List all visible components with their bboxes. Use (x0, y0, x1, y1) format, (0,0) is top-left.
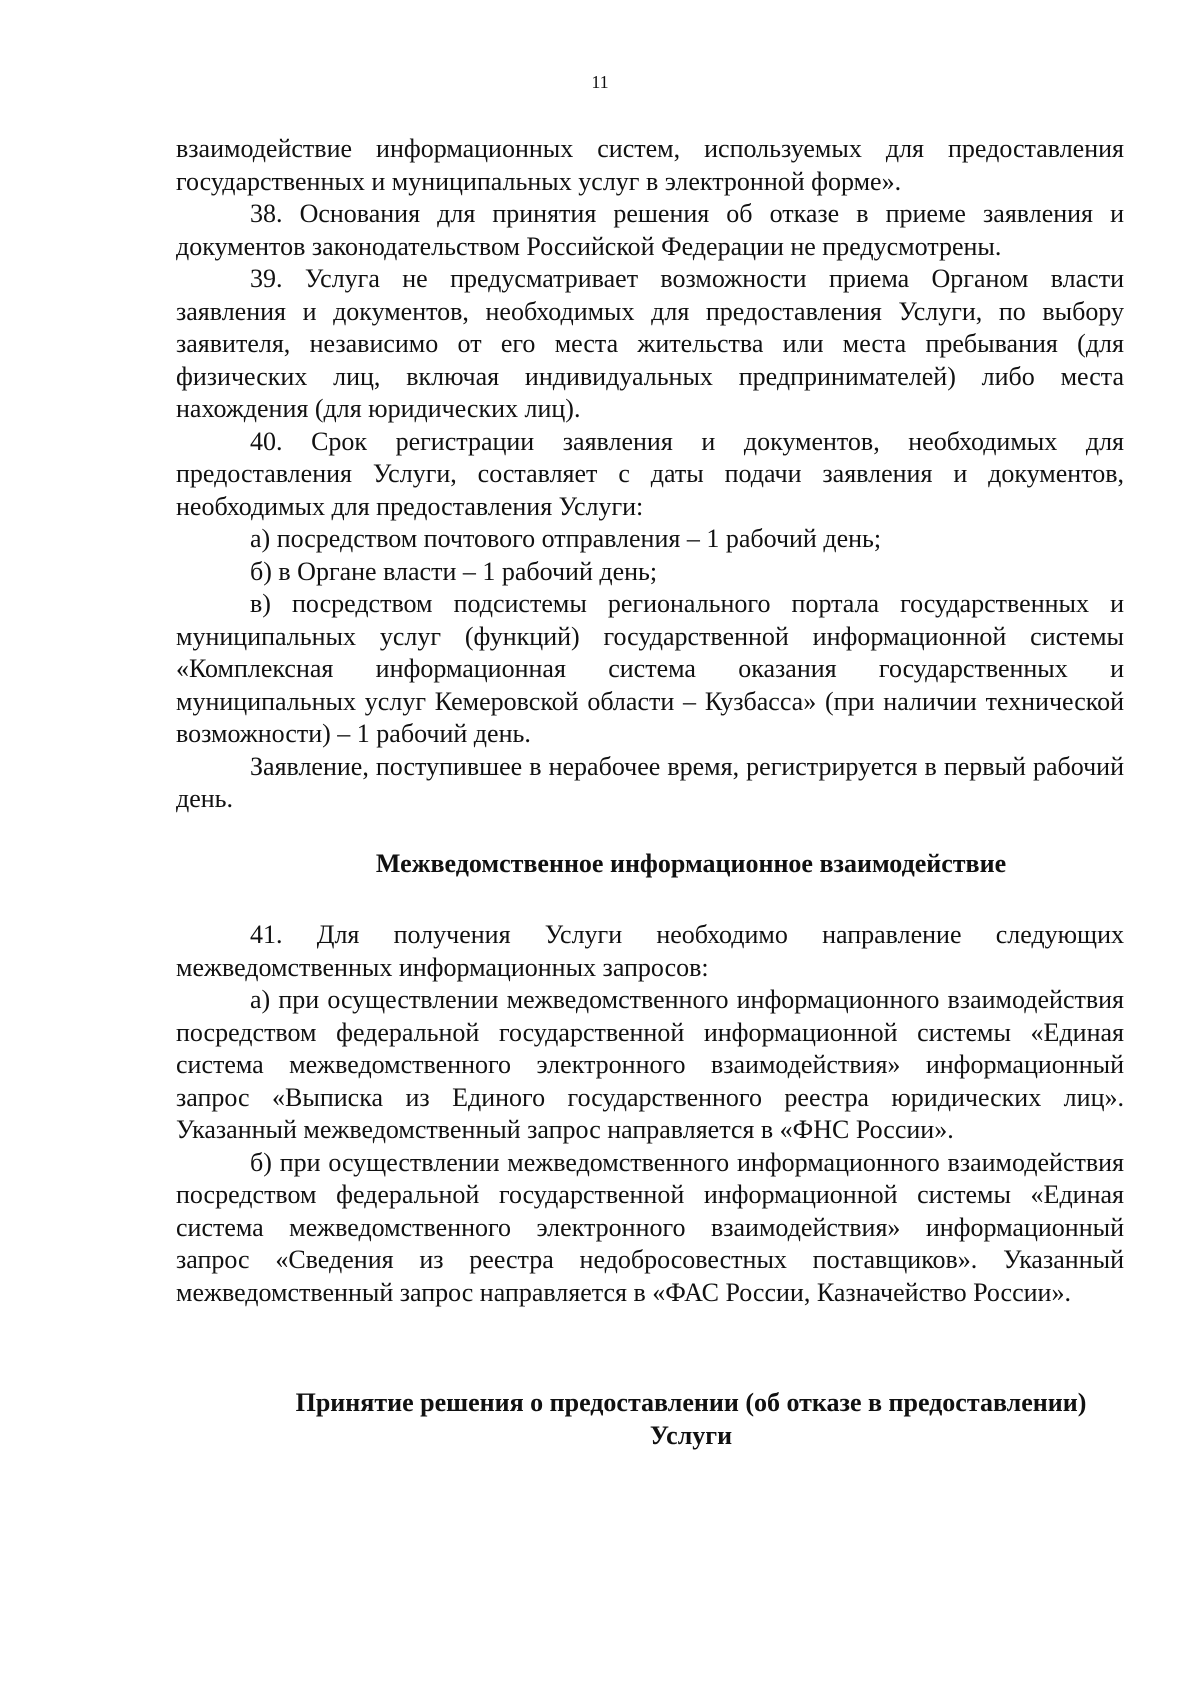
list-item-a: а) посредством почтового отправления – 1 рабочий день; (250, 524, 882, 553)
paragraph-after-hours: Заявление, поступившее в нерабочее время, регистрируется в первый рабочий день. (176, 751, 1124, 813)
paragraph-continuation: взаимодействие информационных систем, используемых для предоставления государственных и муниципальных услуг в электронной форме». (176, 134, 1124, 196)
section-heading-interagency: Межведомственное информационное взаимодействие (375, 848, 1007, 878)
section-heading-decision (176, 1387, 1124, 1452)
section-heading-decision-line1: Принятие решения о предоставлении (об отказе в предоставлении) (295, 1388, 1087, 1417)
section-heading-decision-line2: Услуги (649, 1420, 733, 1450)
paragraph-38: 38. Основания для принятия решения об отказе в приеме заявления и документов законодательством Российской Федерации не предусмотрены. (176, 199, 1124, 261)
paragraph-41: 41. Для получения Услуги необходимо направление следующих межведомственных информационных запросов: (176, 920, 1124, 982)
list-item-41-a: а) при осуществлении межведомственного информационного взаимодействия посредством федеральной государственной информационной системы «Единая система межведомственного электронного взаимодействия» информационный запрос «Выписка из Единого государственного реестра юридических лиц». Указанный межведомственный запрос направляется в «ФНС России». (176, 985, 1124, 1144)
list-item-41-b: б) при осуществлении межведомственного информационного взаимодействия посредством федеральной государственной информационной системы «Единая система межведомственного электронного взаимодействия» информационный запрос «Сведения из реестра недобросовестных поставщиков». Указанный межведомственный запрос направляется в «ФАС России, Казначейство России». (176, 1147, 1124, 1307)
document-body (176, 133, 1124, 1452)
list-item-v: в) посредством подсистемы регионального портала государственных и муниципальных услуг (функций) государственной информационной системы «Комплексная информационная система оказания государственных и муниципальных услуг Кемеровской области – Кузбасса» (при наличии технической возможности) – 1 рабочий день. (176, 589, 1124, 748)
list-item-b: б) в Органе власти – 1 рабочий день; (250, 556, 658, 586)
paragraph-40: 40. Срок регистрации заявления и документов, необходимых для предоставления Услуги, составляет с даты подачи заявления и документов, необходимых для предоставления Услуги: (176, 426, 1124, 521)
page-number: 11 (591, 72, 609, 92)
paragraph-39: 39. Услуга не предусматривает возможности приема Органом власти заявления и документов, необходимых для предоставления Услуги, по выбору заявителя, независимо от его места жительства или места пребывания (для физических лиц, включая индивидуальных предпринимателей) либо места нахождения (для юридических лиц). (176, 264, 1124, 423)
